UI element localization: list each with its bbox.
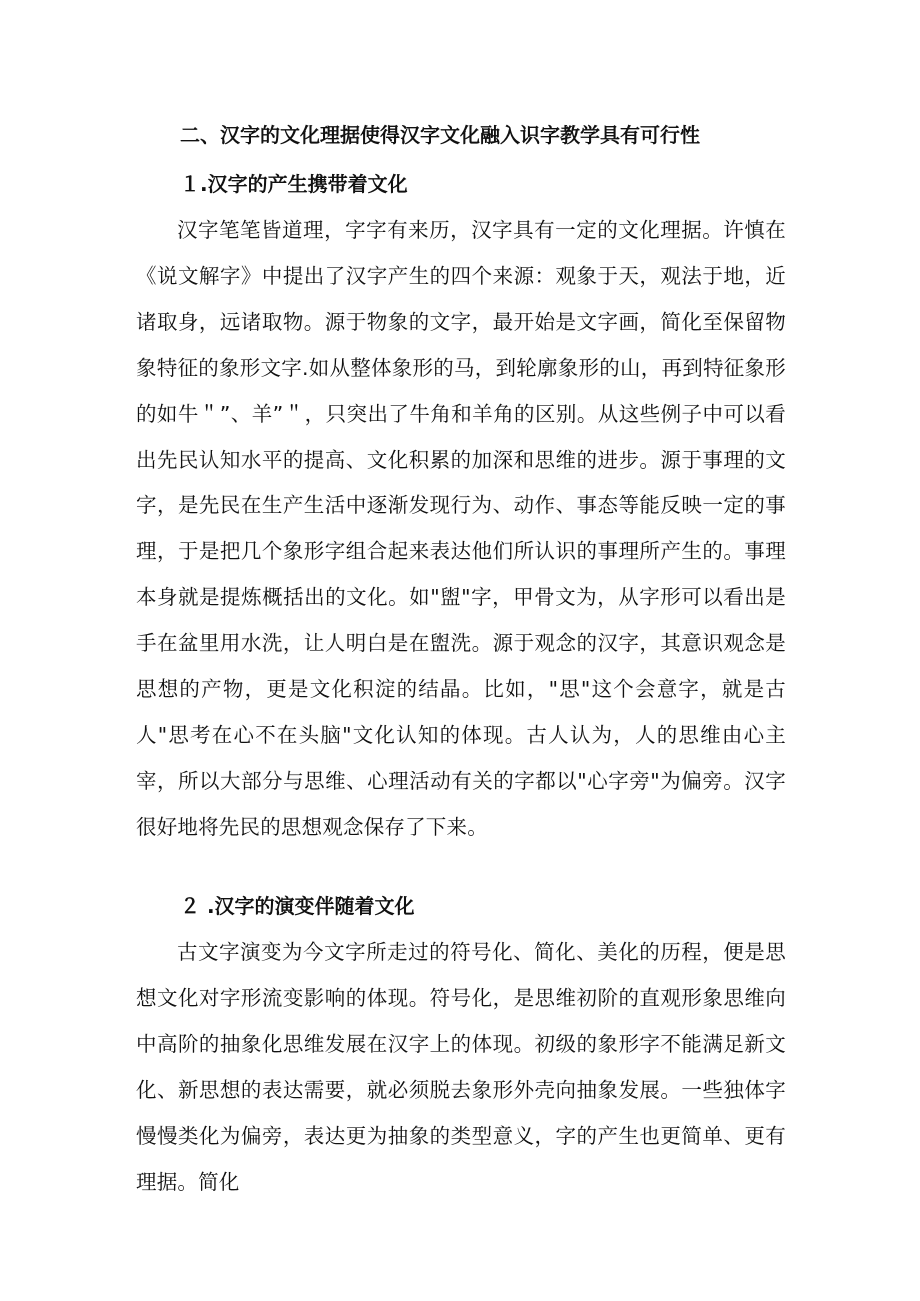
subsection-paragraph-2: 古文字演变为今文字所走过的符号化、简化、美化的历程，便是思想文化对字形流变影响的体现。符号化，是思维初阶的直观形象思维向中高阶的抽象化思维发展在汉字上的体现。初级的象形字不能满足新文化、新思想的表达需要，就必须脱去象形外壳向抽象发展。一些独体字慢慢类化为偏旁，表达更为抽象的类型意义，字的产生也更简单、更有理据。简化	[136, 940, 786, 1194]
subsection-paragraph-1: 汉字笔笔皆道理，字字有来历，汉字具有一定的文化理据。许慎在《说文解字》中提出了汉字产生的四个来源：观象于天，观法于地，近诸取身，远诸取物。源于物象的文字，最开始是文字画，简化至保留物象特征的象形文字.如从整体象形的马，到轮廓象形的山，再到特征象形的如牛＂”、羊”＂，只突出了牛角和羊角的区别。从这些例子中可以看出先民认知水平的提高、文化积累的加深和思维的进步。源于事理的文字，是先民在生产生活中逐渐发现行为、动作、事态等能反映一定的事理，于是把几个象形字组合起来表达他们所认识的事理所产生的。事理本身就是提炼概括出的文化。如"盥"字，甲骨文为，从字形可以看出是手在盆里用水洗，让人明白是在盥洗。源于观念的汉字，其意识观念是思想的产物，更是文化积淀的结晶。比如，"思"这个会意字，就是古人"思考在心不在头脑"文化认知的体现。古人认为，人的思维由心主宰，所以大部分与思维、心理活动有关的字都以"心字旁"为偏旁。汉字很好地将先民的思想观念保存了下来。	[136, 218, 786, 839]
section-heading: 二、汉字的文化理据使得汉字文化融入识字教学具有可行性	[180, 123, 700, 147]
subsection-heading-1: １.汉字的产生携带着文化	[180, 172, 408, 196]
subsection-heading-2: ２ .汉字的演变伴随着文化	[180, 894, 415, 918]
